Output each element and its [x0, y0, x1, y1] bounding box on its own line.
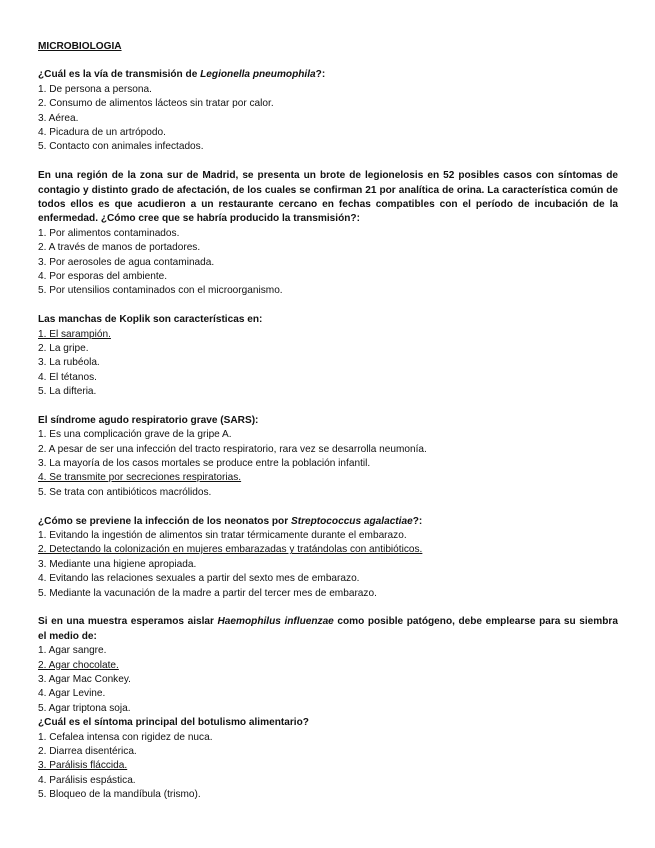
- answer-options: [38, 227, 618, 299]
- answer-option: 4. Evitando las relaciones sexuales a partir del sexto mes de embarazo.: [38, 573, 360, 585]
- answer-option: 1. Agar sangre.: [38, 645, 107, 657]
- correct-answer-option: 2. Agar chocolate.: [38, 659, 119, 671]
- correct-answer-option: 2. Detectando la colonización en mujeres embarazadas y tratándolas con antibióticos.: [38, 544, 423, 556]
- question-stem: [38, 313, 618, 327]
- question-block: [38, 615, 618, 716]
- answer-option: 4. El tétanos.: [38, 371, 97, 383]
- question-stem: [38, 515, 618, 529]
- answer-option: 1. Es una complicación grave de la gripe A.: [38, 429, 232, 441]
- organism-name: Legionella pneumophila: [200, 69, 316, 81]
- answer-option: 5. Se trata con antibióticos macrólidos.: [38, 486, 212, 498]
- answer-option: 3. Por aerosoles de agua contaminada.: [38, 256, 215, 268]
- question-stem: [38, 716, 618, 730]
- answer-option: 5. Contacto con animales infectados.: [38, 141, 204, 153]
- question-block: [38, 169, 618, 299]
- question-stem-text: En una región de la zona sur de Madrid, se presenta un brote de legionelosis en 52 posibles casos con síntomas de contagio y distinto grado de afectación, de los cuales se confirman 21 por analítica de orina. La característica común de todos ellos es que acudieron a un restaurante cercano en fechas compatibles con el período de incubación de la enfermedad. ¿Cómo cree que se habría producido la transmisión?:: [38, 170, 618, 225]
- organism-name: Haemophilus influenzae: [217, 616, 334, 628]
- answer-option: 1. Por alimentos contaminados.: [38, 227, 180, 239]
- question-block: [38, 68, 618, 154]
- answer-option: 2. A través de manos de portadores.: [38, 242, 201, 254]
- question-block: [38, 414, 618, 500]
- answer-options: [38, 529, 618, 601]
- answer-options: [38, 428, 618, 500]
- answer-option: 5. Agar triptona soja.: [38, 702, 131, 714]
- answer-option: 3. La rubéola.: [38, 357, 100, 369]
- answer-option: 1. Evitando la ingestión de alimentos sin tratar térmicamente durante el embarazo.: [38, 529, 407, 541]
- answer-option: 2. La gripe.: [38, 342, 89, 354]
- question-stem-text: ¿Cómo se previene la infección de los neonatos por: [38, 515, 291, 527]
- question-stem: [38, 68, 618, 82]
- answer-options: [38, 328, 618, 400]
- question-stem-text: ¿Cuál es la vía de transmisión de: [38, 69, 201, 81]
- answer-options: [38, 644, 618, 716]
- answer-option: 5. La difteria.: [38, 386, 97, 398]
- answer-options: [38, 731, 618, 803]
- document-page: [38, 40, 618, 817]
- question-stem-suffix: ?:: [412, 515, 423, 527]
- answer-option: 2. Consumo de alimentos lácteos sin tratar por calor.: [38, 98, 274, 110]
- answer-option: 5. Mediante la vacunación de la madre a partir del tercer mes de embarazo.: [38, 587, 377, 599]
- question-stem-suffix: como posible patógeno, debe emplearse para su siembra el medio de:: [38, 616, 618, 642]
- question-stem: [38, 414, 618, 428]
- question-stem-text: El síndrome agudo respiratorio grave (SARS):: [38, 414, 259, 426]
- question-block: [38, 716, 618, 802]
- correct-answer-option: 3. Parálisis fláccida.: [38, 760, 128, 772]
- question-block: [38, 313, 618, 399]
- question-stem: [38, 169, 618, 227]
- answer-option: 5. Bloqueo de la mandíbula (trismo).: [38, 789, 201, 801]
- answer-option: 3. Agar Mac Conkey.: [38, 673, 131, 685]
- answer-option: 2. Diarrea disentérica.: [38, 745, 137, 757]
- answer-options: [38, 83, 618, 155]
- answer-option: 3. La mayoría de los casos mortales se produce entre la población infantil.: [38, 458, 371, 470]
- answer-option: 1. De persona a persona.: [38, 83, 152, 95]
- correct-answer-option: 1. El sarampión.: [38, 328, 111, 340]
- document-title: MICROBIOLOGIA: [38, 41, 122, 52]
- answer-option: 3. Mediante una higiene apropiada.: [38, 558, 197, 570]
- answer-option: 2. A pesar de ser una infección del tracto respiratorio, rara vez se desarrolla neumonía.: [38, 443, 427, 455]
- question-stem-text: ¿Cuál es el síntoma principal del botulismo alimentario?: [38, 717, 309, 729]
- question-stem-text: Si en una muestra esperamos aislar: [38, 616, 218, 628]
- answer-option: 4. Por esporas del ambiente.: [38, 270, 168, 282]
- answer-option: 3. Aérea.: [38, 112, 79, 124]
- answer-option: 1. Cefalea intensa con rigidez de nuca.: [38, 731, 213, 743]
- answer-option: 4. Agar Levine.: [38, 688, 106, 700]
- question-stem: [38, 615, 618, 644]
- organism-name: Streptococcus agalactiae: [290, 515, 413, 527]
- answer-option: 4. Picadura de un artrópodo.: [38, 127, 166, 139]
- question-stem-suffix: ?:: [315, 69, 326, 81]
- question-list: [38, 68, 618, 802]
- correct-answer-option: 4. Se transmite por secreciones respiratorias.: [38, 472, 242, 484]
- question-block: [38, 515, 618, 601]
- answer-option: 5. Por utensilios contaminados con el microorganismo.: [38, 285, 283, 297]
- answer-option: 4. Parálisis espástica.: [38, 774, 136, 786]
- question-stem-text: Las manchas de Koplik son características en:: [38, 314, 263, 326]
